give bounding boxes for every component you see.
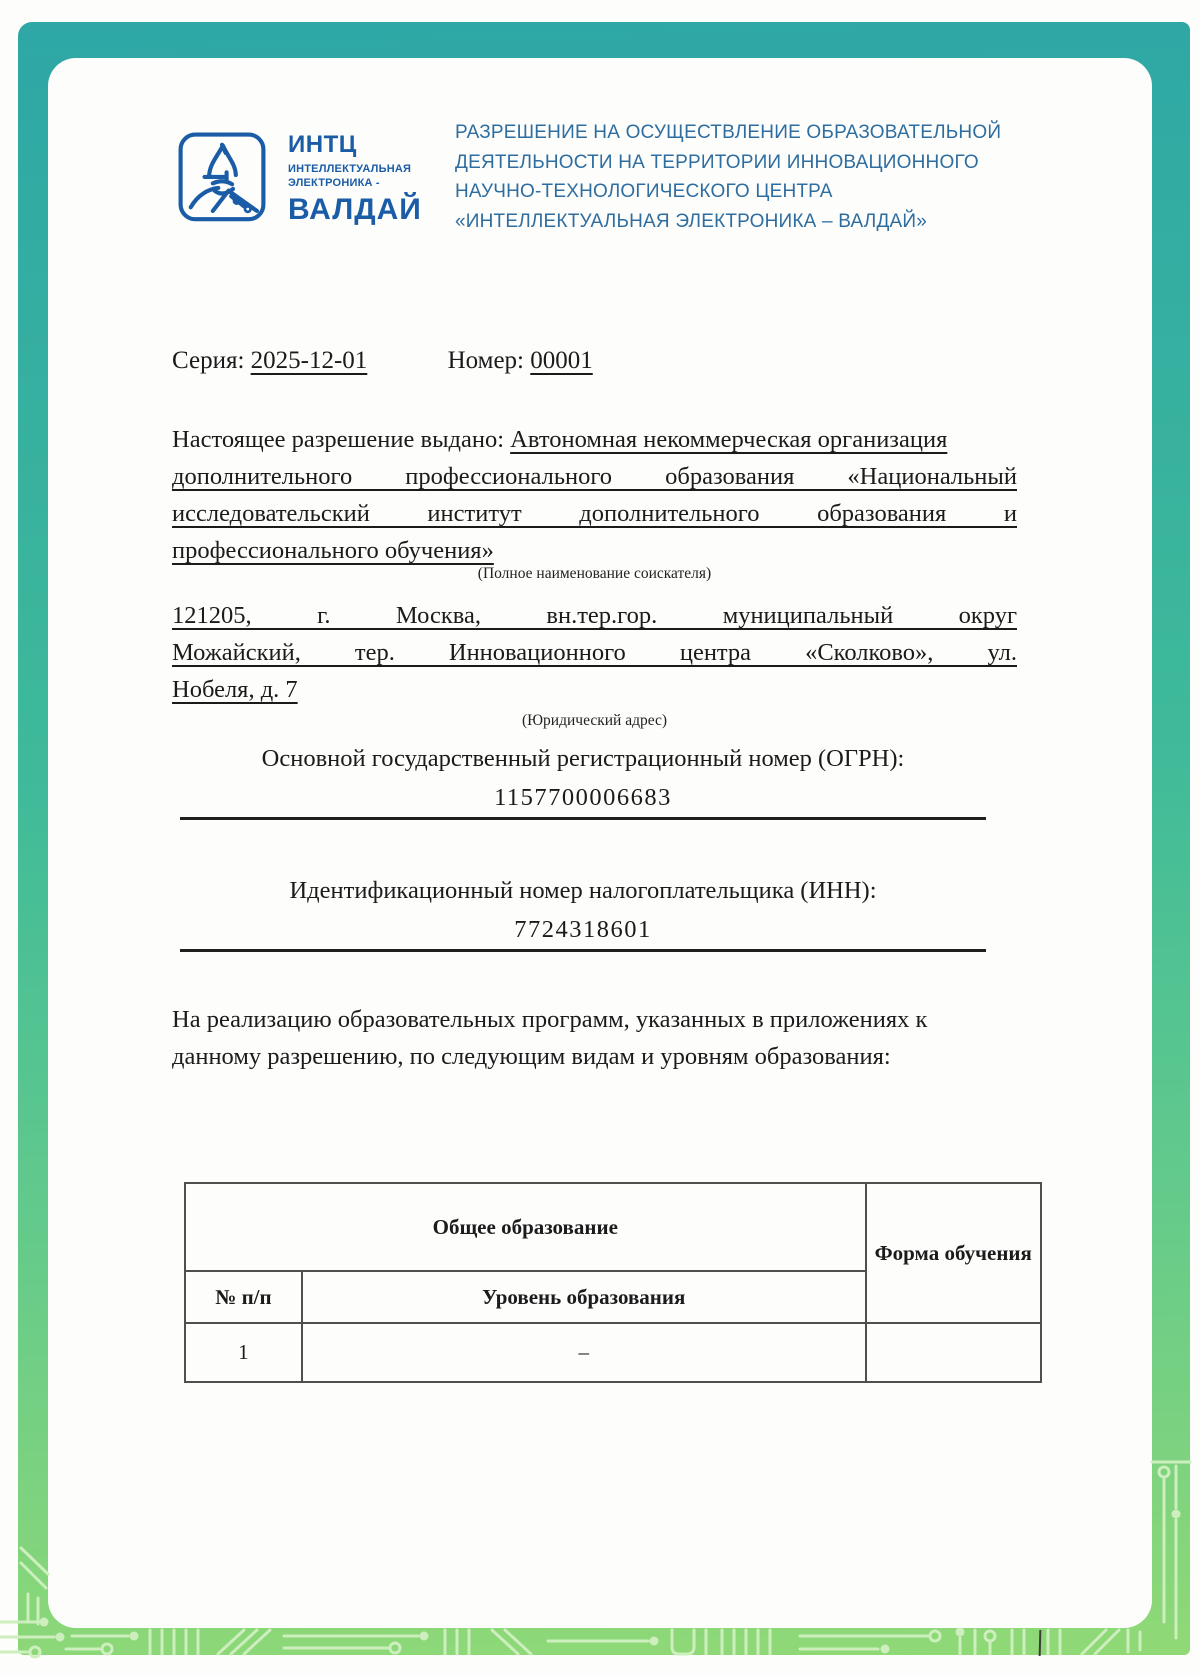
logo-bogatyr-icon [176, 126, 268, 226]
ogrn-section [180, 745, 986, 820]
org-name-caption: (Полное наименование соискателя) [477, 565, 712, 582]
ogrn-value: 1157700006683 [494, 784, 672, 811]
row-level-cell: – [302, 1323, 866, 1382]
inn-label: Идентификационный номер налогоплательщика (ИНН): [289, 877, 877, 904]
row-num-cell: 1 [185, 1323, 302, 1382]
table-level-header: Уровень образования [302, 1271, 866, 1323]
inn-value: 7724318601 [514, 916, 652, 943]
title-line-1: РАЗРЕШЕНИЕ НА ОСУЩЕСТВЛЕНИЕ ОБРАЗОВАТЕЛЬНОЙ [455, 122, 1002, 143]
table-group-header: Общее образование [185, 1183, 866, 1271]
table-row [185, 1323, 1041, 1382]
frame-inner-area [48, 58, 1152, 1628]
title-line-2: ДЕЯТЕЛЬНОСТИ НА ТЕРРИТОРИИ ИННОВАЦИОННОГО [455, 151, 979, 173]
programs-line-2: данному разрешению, по следующим видам и уровням образования: [172, 1043, 891, 1070]
org-name-line-1: Автономная некоммерческая организация [510, 426, 948, 453]
address-line-1: 121205, г. Москва, вн.тер.гор. муниципальный округ [172, 602, 1017, 629]
series-label: Серия: [172, 347, 245, 374]
table-num-header: № п/п [185, 1271, 302, 1323]
ogrn-label: Основной государственный регистрационный номер (ОГРН): [261, 745, 905, 772]
org-name-line-4: профессионального обучения» [172, 537, 494, 564]
issued-intro: Настоящее разрешение выдано: [172, 426, 505, 453]
address-caption: (Юридический адрес) [521, 712, 668, 729]
legal-address [172, 597, 1017, 708]
inn-section [180, 877, 986, 952]
inn-underline [180, 949, 986, 952]
education-levels-table [184, 1182, 1042, 1383]
org-logo [176, 126, 422, 226]
logo-sub-line1: ИНТЕЛЛЕКТУАЛЬНАЯ [288, 163, 412, 175]
title-line-3: НАУЧНО-ТЕХНОЛОГИЧЕСКОГО ЦЕНТРА [455, 181, 833, 202]
logo-sub-line2: ЭЛЕКТРОНИКА - [288, 176, 380, 189]
row-form-cell [866, 1323, 1041, 1382]
logo-abbr: ИНТЦ [288, 131, 357, 158]
address-line-2: Можайский, тер. Инновационного центра «Сколково», ул. [172, 639, 1017, 666]
programs-line-1: На реализацию образовательных программ, указанных в приложениях к [172, 1006, 928, 1033]
org-name-line-2: дополнительного профессионального образования «Национальный [172, 463, 1017, 490]
document-title [455, 118, 1015, 236]
programs-paragraph [172, 1001, 1020, 1075]
series-number-row [172, 347, 593, 375]
number-label: Номер: [447, 347, 525, 374]
issued-to-paragraph [172, 421, 1017, 569]
org-name-line-3: исследовательский институт дополнительного образования и [172, 500, 1017, 527]
table-form-header: Форма обучения [866, 1183, 1041, 1323]
decorative-frame [18, 22, 1190, 1655]
address-line-3: Нобеля, д. 7 [172, 676, 298, 703]
logo-name: ВАЛДАЙ [288, 193, 422, 226]
title-line-4: «ИНТЕЛЛЕКТУАЛЬНАЯ ЭЛЕКТРОНИКА – ВАЛДАЙ» [455, 210, 928, 232]
series-value: 2025-12-01 [250, 347, 368, 374]
ogrn-underline [180, 817, 986, 820]
number-value: 00001 [530, 347, 593, 374]
